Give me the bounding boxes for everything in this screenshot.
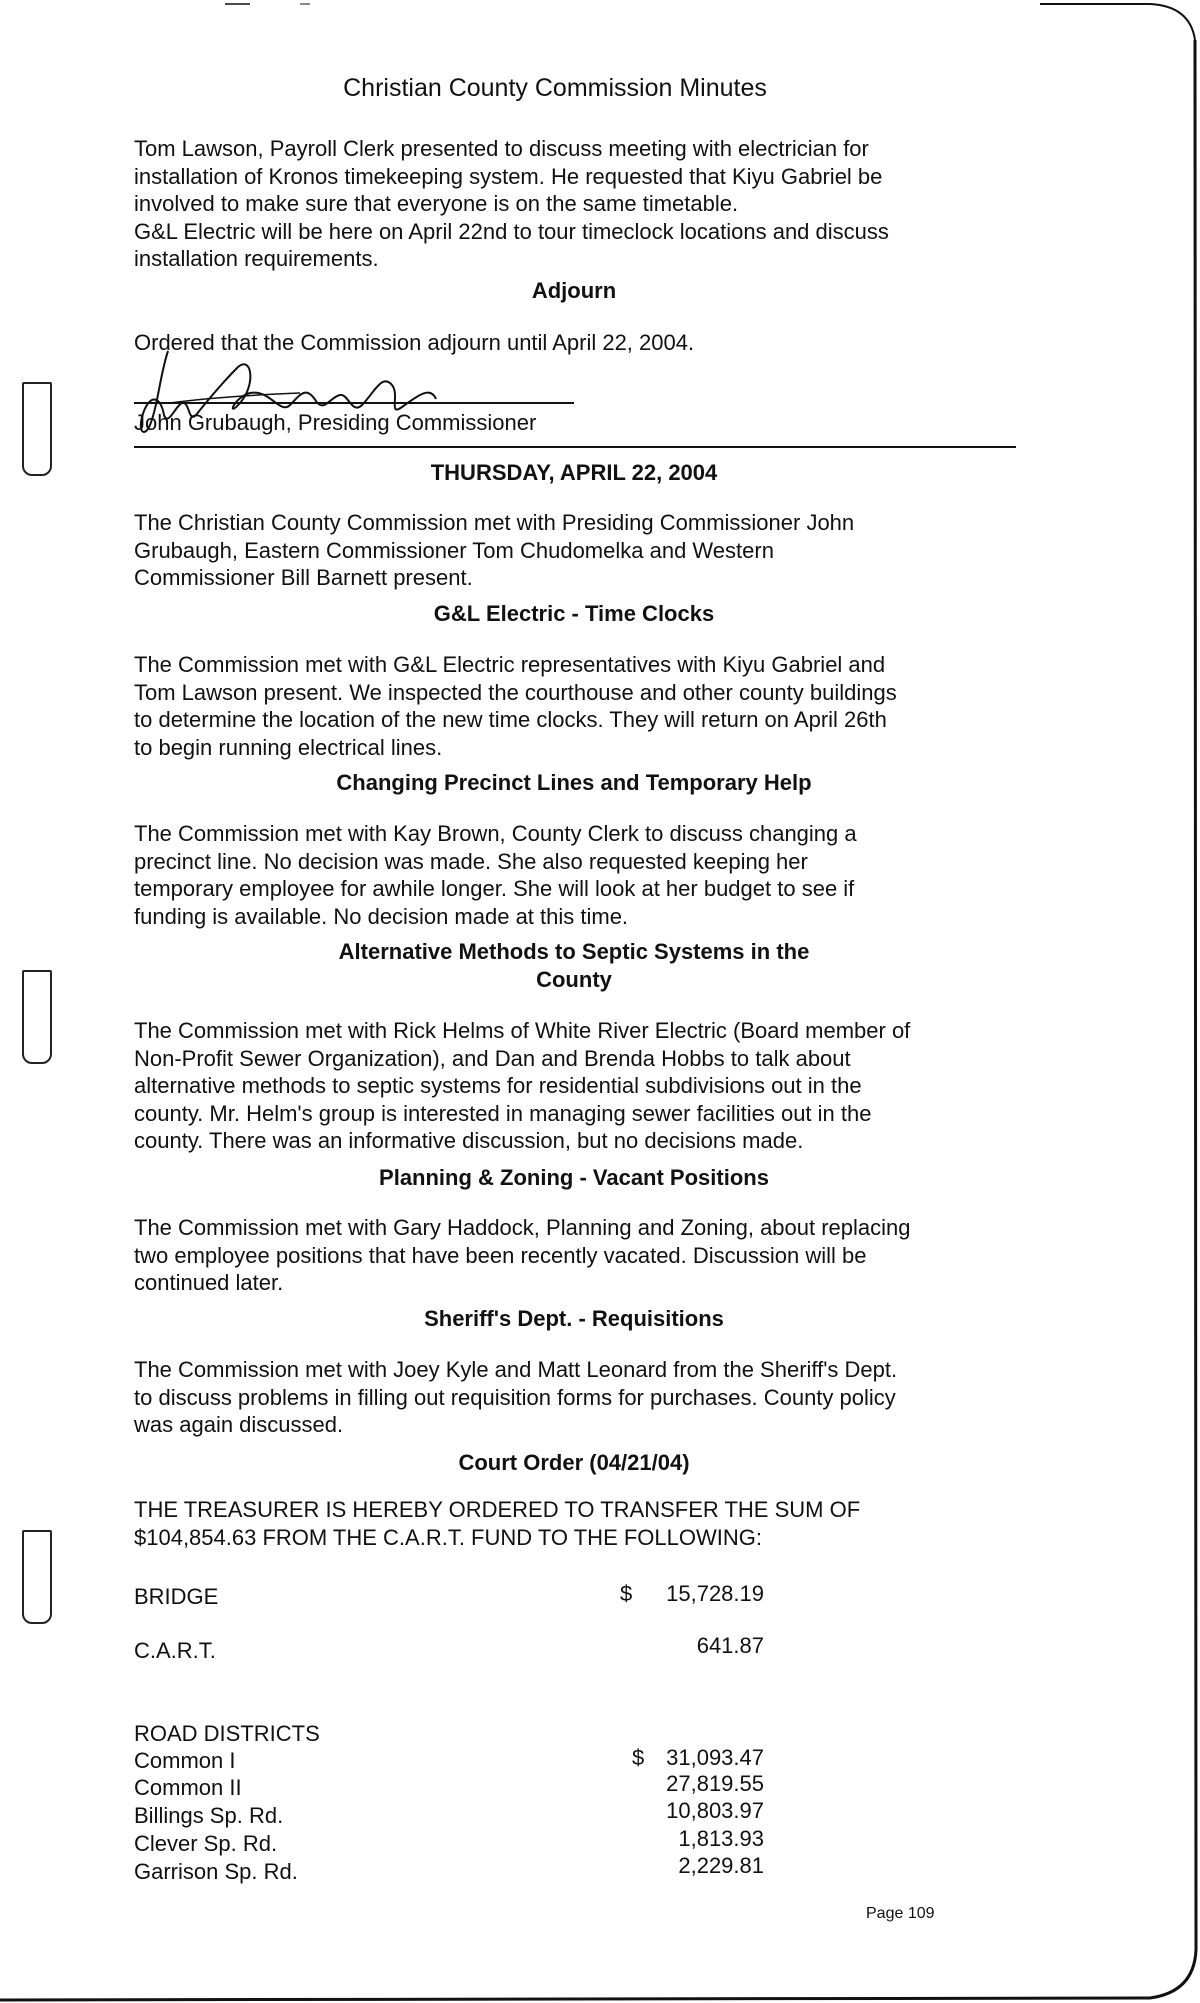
divider xyxy=(134,446,1016,448)
page-title: Christian County Commission Minutes xyxy=(343,74,767,102)
text-line: precinct line. No decision was made. She also requested keeping her xyxy=(134,848,808,874)
text-line: temporary employee for awhile longer. She will look at her budget to see if xyxy=(134,876,855,901)
court-order-text xyxy=(134,1496,1014,1551)
adjourn-text: Ordered that the Commission adjourn until April 22, 2004. xyxy=(134,330,695,355)
text-line: installation requirements. xyxy=(134,246,379,271)
date-heading: THURSDAY, APRIL 22, 2004 xyxy=(430,460,718,485)
section-paragraph xyxy=(134,1214,1014,1297)
text-line: was again discussed. xyxy=(134,1412,344,1437)
attendance-paragraph xyxy=(134,509,1014,592)
text-line: The Christian County Commission met with Presiding Commissioner John xyxy=(134,510,855,535)
binder-hole xyxy=(22,1530,52,1624)
road-district-amount: 10,803.97 xyxy=(666,1798,764,1823)
road-districts-heading: ROAD DISTRICTS xyxy=(134,1721,320,1746)
signature-caption: John Grubaugh, Presiding Commissioner xyxy=(134,410,537,435)
road-dollar-sign: $ xyxy=(632,1745,645,1770)
text-line: Grubaugh, Eastern Commissioner Tom Chudomelka and Western xyxy=(134,537,774,563)
bridge-amount: 15,728.19 xyxy=(666,1581,764,1606)
section-heading: Changing Precinct Lines and Temporary Help xyxy=(336,770,812,795)
page-number: Page 109 xyxy=(866,1905,935,1922)
section-paragraph xyxy=(134,1356,1014,1439)
road-district-amount: 27,819.55 xyxy=(666,1771,764,1796)
text-line: The Commission met with Rick Helms of White River Electric (Board member of xyxy=(134,1018,911,1043)
section-paragraph xyxy=(134,820,1014,930)
road-district-label: Common II xyxy=(134,1775,242,1800)
road-district-label: Billings Sp. Rd. xyxy=(134,1803,284,1828)
cart-label: C.A.R.T. xyxy=(134,1638,216,1663)
text-line: continued later. xyxy=(134,1270,284,1295)
text-line: funding is available. No decision made at this time. xyxy=(134,903,629,929)
section-heading: G&L Electric - Time Clocks xyxy=(433,601,715,626)
text-line: installation of Kronos timekeeping system. He requested that Kiyu Gabriel be xyxy=(134,163,883,189)
text-line: Tom Lawson, Payroll Clerk presented to discuss meeting with electrician for xyxy=(134,136,869,161)
section-paragraph xyxy=(134,651,1014,761)
adjourn-heading: Adjourn xyxy=(531,278,617,303)
text-line: The Commission met with Kay Brown, County Clerk to discuss changing a xyxy=(134,821,857,846)
text-line: The Commission met with G&L Electric representatives with Kiyu Gabriel and xyxy=(134,652,886,677)
road-district-label: Garrison Sp. Rd. xyxy=(134,1859,298,1884)
text-line: Non-Profit Sewer Organization), and Dan and Brenda Hobbs to talk about xyxy=(134,1045,851,1071)
text-line: to determine the location of the new time clocks. They will return on April 26th xyxy=(134,707,887,732)
text-line: $104,854.63 FROM THE C.A.R.T. FUND TO THE FOLLOWING: xyxy=(134,1524,762,1550)
section-heading: Planning & Zoning - Vacant Positions xyxy=(379,1165,769,1190)
road-district-amount: 31,093.47 xyxy=(666,1745,764,1770)
road-district-label: Clever Sp. Rd. xyxy=(134,1831,278,1856)
binder-hole xyxy=(22,382,52,476)
text-line: Commissioner Bill Barnett present. xyxy=(134,565,473,590)
text-line: Tom Lawson present. We inspected the courthouse and other county buildings xyxy=(134,679,897,705)
text-line: The Commission met with Joey Kyle and Matt Leonard from the Sheriff's Dept. xyxy=(134,1357,898,1382)
heading-line: Alternative Methods to Septic Systems in the xyxy=(338,939,810,964)
bridge-label: BRIDGE xyxy=(134,1584,219,1609)
court-order-heading: Court Order (04/21/04) xyxy=(458,1450,690,1475)
section-heading: Sheriff's Dept. - Requisitions xyxy=(424,1306,724,1331)
road-district-amount: 1,813.93 xyxy=(678,1826,764,1851)
text-line: county. Mr. Helm's group is interested in managing sewer facilities out in the xyxy=(134,1100,872,1126)
heading-line: County xyxy=(536,966,612,992)
text-line: county. There was an informative discussion, but no decisions made. xyxy=(134,1128,804,1153)
road-district-label: Common I xyxy=(134,1748,236,1773)
signature-line xyxy=(134,402,574,404)
text-line: G&L Electric will be here on April 22nd to tour timeclock locations and discuss xyxy=(134,218,889,244)
binder-hole xyxy=(22,970,52,1064)
text-line: to discuss problems in filling out requisition forms for purchases. County policy xyxy=(134,1384,896,1410)
bridge-dollar-sign: $ xyxy=(620,1581,633,1606)
road-district-amount: 2,229.81 xyxy=(678,1853,764,1878)
text-line: to begin running electrical lines. xyxy=(134,734,443,760)
text-line: alternative methods to septic systems for residential subdivisions out in the xyxy=(134,1073,862,1098)
text-line: The Commission met with Gary Haddock, Planning and Zoning, about replacing xyxy=(134,1215,911,1240)
text-line: two employee positions that have been recently vacated. Discussion will be xyxy=(134,1242,867,1268)
intro-paragraph xyxy=(134,135,1014,273)
cart-amount: 641.87 xyxy=(696,1633,764,1658)
text-line: THE TREASURER IS HEREBY ORDERED TO TRANSFER THE SUM OF xyxy=(134,1497,861,1522)
text-line: involved to make sure that everyone is on the same timetable. xyxy=(134,191,739,216)
section-paragraph xyxy=(134,1017,1014,1155)
section-heading xyxy=(134,938,1014,993)
